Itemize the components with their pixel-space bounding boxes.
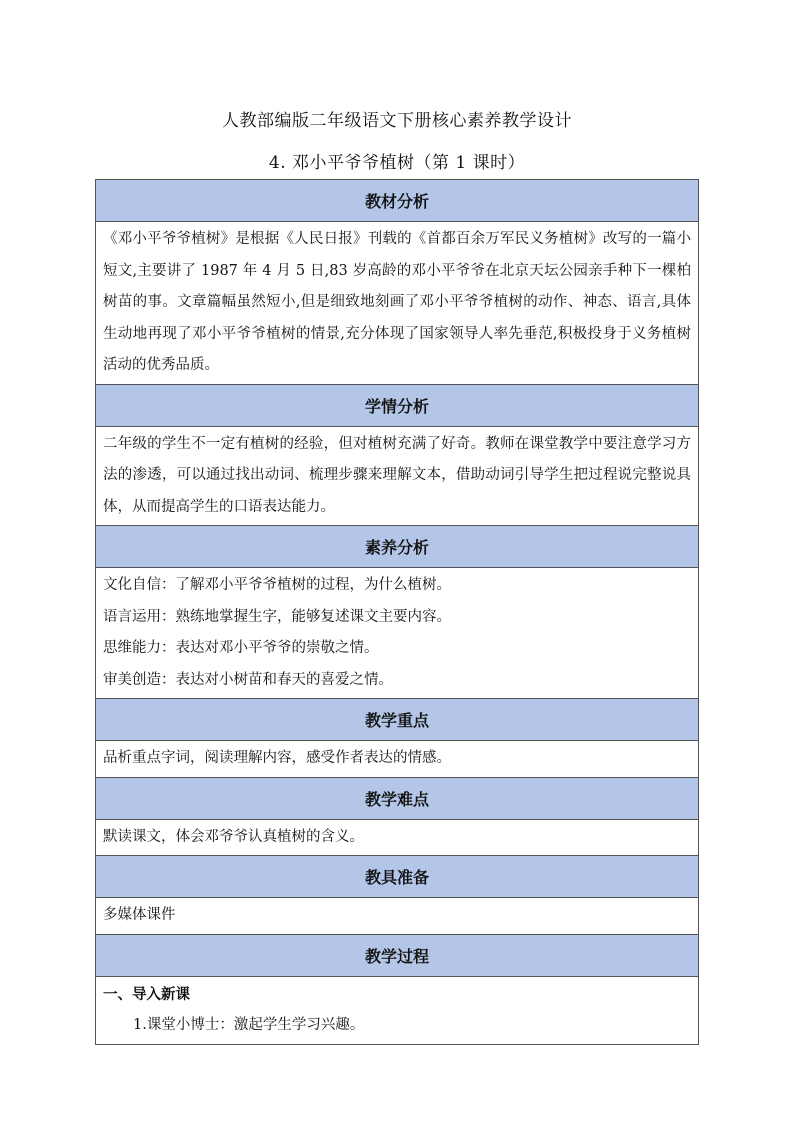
section-heading-key-points: 教学重点 — [96, 699, 699, 741]
difficulties-text: 默读课文，体会邓爷爷认真植树的含义。 — [96, 819, 699, 856]
section-heading-literacy-analysis: 素养分析 — [96, 526, 699, 568]
literacy-item: 思维能力：表达对邓小平爷爷的崇敬之情。 — [103, 640, 379, 656]
section-heading-textbook-analysis: 教材分析 — [96, 180, 699, 222]
lesson-plan-table — [95, 179, 699, 1045]
process-content — [96, 976, 699, 1044]
section-heading-materials: 教具准备 — [96, 856, 699, 898]
textbook-analysis-text: 《邓小平爷爷植树》是根据《人民日报》刊载的《首都百余万军民义务植树》改写的一篇小短文,主要讲了 1987 年 4 月 5 日,83 岁高龄的邓小平爷爷在北京天坛公园亲手种下一棵柏树苗的事。文章篇幅虽然短小,但是细致地刻画了邓小平爷爷植树的动作、神态、语言,具体生动地再现了邓小平爷爷植树的情景,充分体现了国家领导人率先垂范,积极投身于义务植树活动的优秀品质。 — [96, 222, 699, 385]
document-title: 人教部编版二年级语文下册核心素养教学设计 — [222, 111, 572, 131]
section-heading-process: 教学过程 — [96, 934, 699, 976]
literacy-item: 语言运用：熟练地掌握生字，能够复述课文主要内容。 — [103, 608, 451, 625]
process-step-item: 1.课堂小博士：激起学生学习兴趣。 — [133, 1017, 365, 1033]
section-heading-difficulties: 教学难点 — [96, 777, 699, 819]
lesson-title: 4. 邓小平爷爷植树（第 1 课时） — [268, 153, 526, 173]
student-analysis-text: 二年级的学生不一定有植树的经验，但对植树充满了好奇。教师在课堂教学中要注意学习方法的渗透，可以通过找出动词、梳理步骤来理解文本，借助动词引导学生把过程说完整说具体，从而提高学生的口语表达能力。 — [96, 426, 699, 526]
literacy-item: 审美创造：表达对小树苗和春天的喜爱之情。 — [103, 671, 393, 688]
section-heading-student-analysis: 学情分析 — [96, 384, 699, 426]
process-step-title: 一、导入新课 — [103, 985, 190, 1003]
literacy-item: 文化自信：了解邓小平爷爷植树的过程，为什么植树。 — [103, 577, 451, 593]
literacy-analysis-list — [96, 568, 699, 699]
materials-text: 多媒体课件 — [96, 898, 699, 935]
key-points-text: 品析重点字词，阅读理解内容，感受作者表达的情感。 — [96, 741, 699, 778]
